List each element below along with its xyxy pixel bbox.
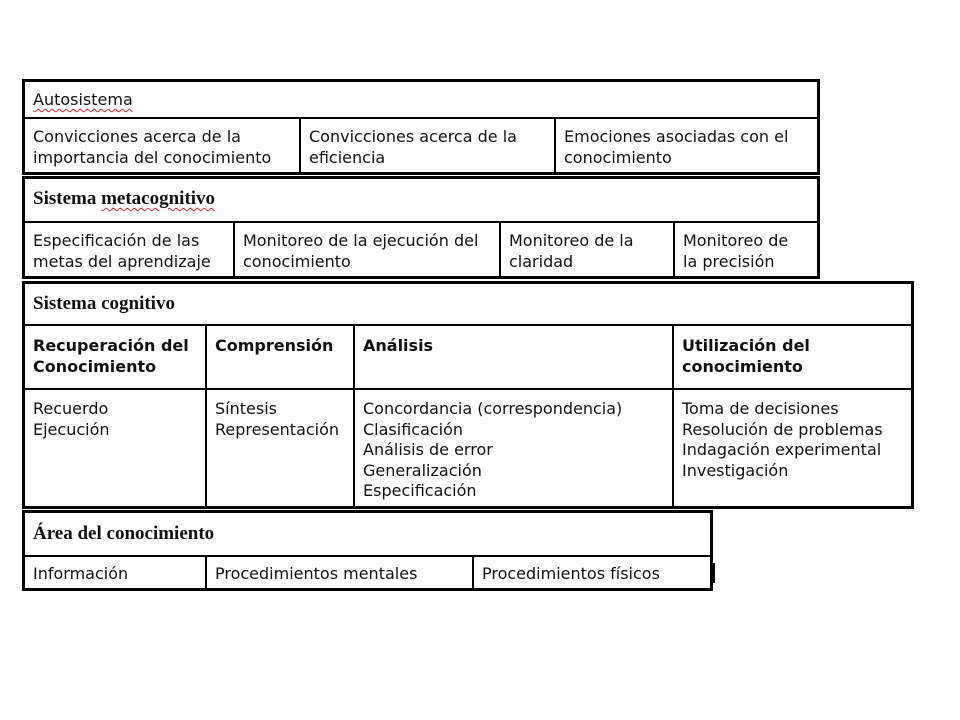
cognitivo-col-4-head-line2: conocimiento (682, 357, 803, 376)
metacognitivo-section (22, 176, 820, 279)
area-title: Área del conocimiento (33, 523, 215, 544)
area-item-1-label: Información (33, 564, 129, 583)
cognitivo-col-3-body (354, 389, 673, 507)
area-item-1 (24, 556, 206, 589)
autosistema-item-3 (555, 118, 818, 173)
list-item: Toma de decisiones (682, 399, 839, 418)
cognitivo-title-cell (24, 283, 912, 325)
cognitivo-col-4-head (673, 325, 912, 389)
cognitivo-col-2-head (206, 325, 354, 389)
list-item: Resolución de problemas (682, 419, 883, 439)
metacognitivo-item-2 (234, 222, 500, 277)
area-item-3 (473, 556, 711, 589)
list-item: Síntesis (215, 399, 277, 418)
cognitivo-section (22, 281, 914, 509)
cognitivo-col-1-head-line2: Conocimiento (33, 357, 157, 376)
metacognitivo-item-1-line2: metas del aprendizaje (33, 252, 211, 271)
border-tick-mark (711, 563, 715, 583)
area-item-2 (206, 556, 473, 589)
area-section (22, 510, 713, 591)
list-item: Concordancia (correspondencia) (363, 399, 623, 418)
metacognitivo-title-cell (24, 178, 818, 222)
list-item: Ejecución (33, 419, 110, 439)
metacognitivo-title-prefix: Sistema (33, 188, 97, 209)
autosistema-item-3-line1: Emociones asociadas con el (564, 127, 789, 146)
cognitivo-col-1-head (24, 325, 206, 389)
metacognitivo-title-word: metacognitivo (101, 188, 216, 209)
list-item: Análisis de error (363, 440, 493, 459)
list-item: Clasificación (363, 419, 464, 439)
metacognitivo-item-2-line1: Monitoreo de la ejecución del (243, 231, 479, 250)
cognitivo-col-1-head-line1: Recuperación del (33, 336, 189, 355)
metacognitivo-item-4-line2: la precisión (683, 252, 775, 271)
metacognitivo-item-3 (500, 222, 674, 277)
autosistema-item-2 (300, 118, 555, 173)
cognitivo-col-3-head (354, 325, 673, 389)
autosistema-title: Autosistema (33, 90, 133, 109)
metacognitivo-item-1 (24, 222, 234, 277)
metacognitivo-item-3-line2: claridad (509, 252, 574, 271)
autosistema-item-2-line1: Convicciones acerca de la (309, 127, 517, 146)
cognitivo-title: Sistema cognitivo (33, 293, 175, 314)
list-item: Investigación (682, 460, 789, 480)
list-item: Indagación experimental (682, 440, 882, 459)
list-item: Representación (215, 419, 340, 439)
autosistema-item-2-line2: eficiencia (309, 148, 386, 167)
cognitivo-col-1-body (24, 389, 206, 507)
list-item: Especificación (363, 481, 477, 500)
list-item: Recuerdo (33, 399, 109, 418)
cognitivo-col-4-head-line1: Utilización del (682, 336, 810, 355)
autosistema-item-1-line1: Convicciones acerca de la (33, 127, 241, 146)
autosistema-section (22, 79, 820, 175)
area-title-cell (24, 512, 711, 556)
metacognitivo-item-3-line1: Monitoreo de la (509, 231, 634, 250)
metacognitivo-item-4-line1: Monitoreo de (683, 231, 789, 250)
metacognitivo-item-1-line1: Especificación de las (33, 231, 200, 250)
cognitivo-col-2-head-line1: Comprensión (215, 336, 334, 355)
cognitivo-col-4-body (673, 389, 912, 507)
cognitivo-col-3-head-line1: Análisis (363, 336, 434, 355)
autosistema-item-1 (24, 118, 300, 173)
list-item: Generalización (363, 460, 482, 480)
cognitivo-col-2-body (206, 389, 354, 507)
autosistema-item-1-line2: importancia del conocimiento (33, 148, 272, 167)
area-item-2-label: Procedimientos mentales (215, 564, 418, 583)
area-item-3-label: Procedimientos físicos (482, 564, 660, 583)
metacognitivo-item-2-line2: conocimiento (243, 252, 351, 271)
metacognitivo-item-4 (674, 222, 818, 277)
autosistema-item-3-line2: conocimiento (564, 148, 672, 167)
autosistema-title-cell (24, 81, 818, 118)
